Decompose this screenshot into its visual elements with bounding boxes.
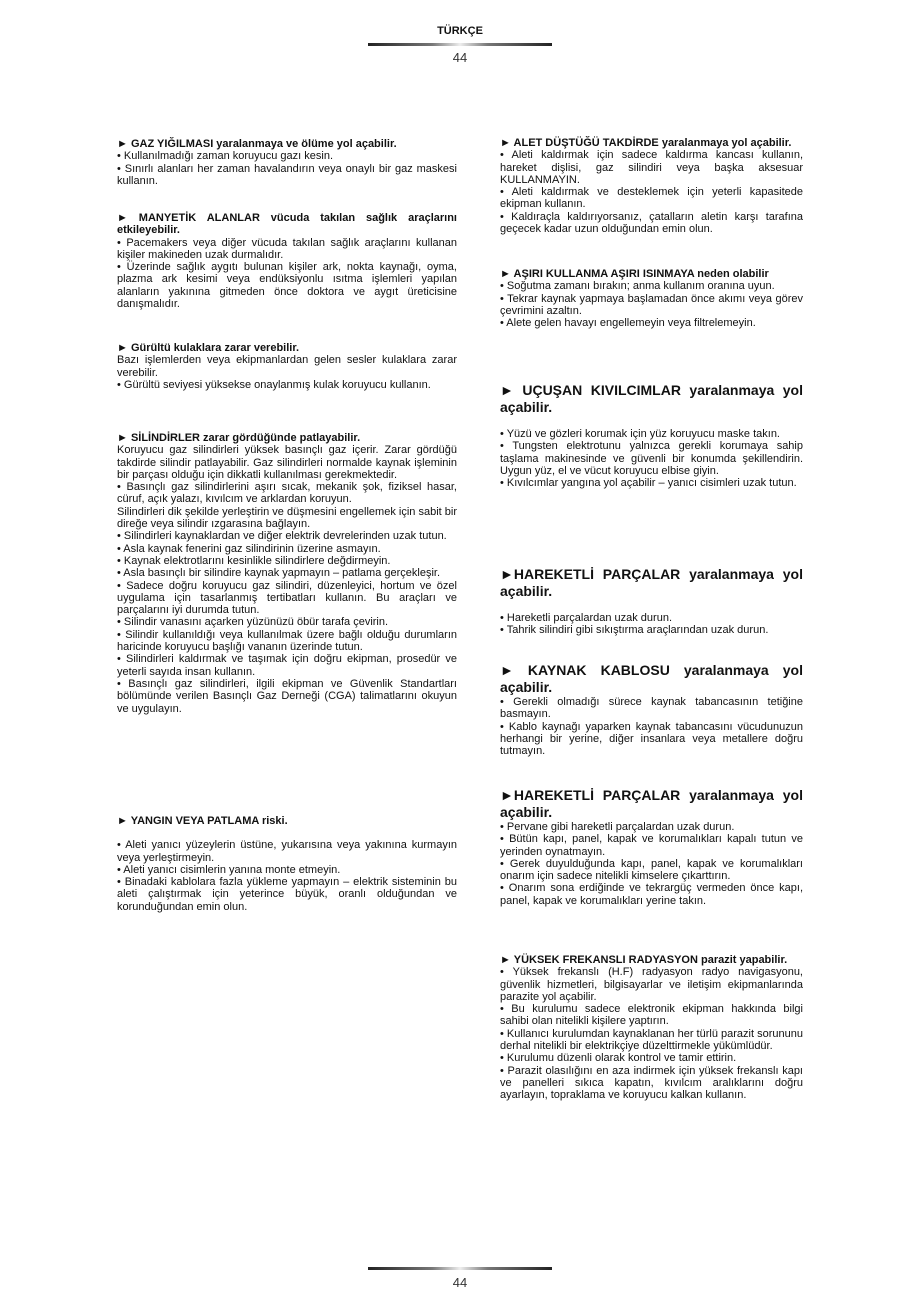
- safety-section: [500, 268, 803, 329]
- section-paragraph: • Tekrar kaynak yapmaya başlamadan önce akımı veya görev çevrimini azaltın.: [500, 292, 803, 317]
- section-paragraph: • Yüksek frekanslı (H.F) radyasyon radyo navigasyonu, güvenlik hizmetleri, bilgisayarlar ve iletişim ekipmanlarında parazite yol açabilir.: [500, 966, 803, 1003]
- section-paragraph: • Parazit olasılığını en aza indirmek için yüksek frekanslı kapı ve panelleri sıkıca kapatın, kıvılcım aralıklarını doğru ayarlayın, topraklama ve koruyucu kalkan kullanın.: [500, 1064, 803, 1102]
- section-heading: ►HAREKETLİ PARÇALAR yaralanmaya yol açabilir.: [500, 787, 803, 820]
- section-heading: ► UÇUŞAN KIVILCIMLAR yaralanmaya yol açabilir.: [500, 382, 803, 415]
- header-divider: [368, 43, 552, 46]
- section-heading: ►HAREKETLİ PARÇALAR yaralanmaya yol açabilir.: [500, 566, 803, 599]
- section-paragraph: • Kullanıcı kurulumdan kaynaklanan her türlü parazit sorununu derhal nitelikli bir elektrikçiye düzelttirmekle yükümlüdür.: [500, 1027, 803, 1053]
- section-paragraph: • Gerekli olmadığı sürece kaynak tabancasının tetiğine basmayın.: [500, 696, 803, 721]
- section-paragraph: • Aleti yanıcı yüzeylerin üstüne, yukarısına veya yakınına kurmayın veya yerleştirmeyin.: [117, 839, 457, 864]
- safety-section: [500, 566, 803, 637]
- section-paragraph: • Alete gelen havayı engellemeyin veya filtrelemeyin.: [500, 317, 756, 330]
- section-paragraph: • Kullanılmadığı zaman koruyucu gazı kesin.: [117, 150, 334, 163]
- section-heading: ► MANYETİK ALANLAR vücuda takılan sağlık araçlarını etkileyebilir.: [117, 212, 457, 237]
- safety-section: [117, 432, 457, 715]
- section-paragraph: • Silindirleri kaldırmak ve taşımak için doğru ekipman, prosedür ve yeterli sayıda insan kullanın.: [117, 653, 457, 678]
- section-paragraph: • Bütün kapı, panel, kapak ve korumalıkları kapalı tutun ve yerinden oynatmayın.: [500, 833, 803, 858]
- footer-divider: [368, 1267, 552, 1270]
- safety-section: [500, 662, 803, 757]
- section-paragraph: • Gerek duyulduğunda kapı, panel, kapak ve korumalıkları onarım için sadece nitelikli kimselere çıkarttırın.: [500, 857, 803, 883]
- section-heading: ► Gürültü kulaklara zarar verebilir.: [117, 342, 300, 354]
- section-paragraph: • Soğutma zamanı bırakın; anma kullanım oranına uyun.: [500, 280, 775, 293]
- section-paragraph: • Kablo kaynağı yaparken kaynak tabancasını vücudunuzun herhangi bir yerine, diğer insanlara veya metallere doğru tutmayın.: [500, 720, 803, 758]
- section-paragraph: • Aleti yanıcı cisimlerin yanına monte etmeyin.: [117, 863, 341, 876]
- section-heading: ► KAYNAK KABLOSU yaralanmaya yol açabilir.: [500, 662, 803, 695]
- section-heading: ► YANGIN VEYA PATLAMA riski.: [117, 815, 288, 827]
- safety-section: [117, 138, 457, 187]
- spacer: [500, 416, 803, 428]
- section-paragraph: • Gürültü seviyesi yüksekse onaylanmış kulak koruyucu kullanın.: [117, 378, 431, 391]
- section-paragraph: • Basınçlı gaz silindirleri, ilgili ekipman ve Güvenlik Standartları bölümünde verilen Basınçlı Gaz Derneği (CGA) talimatlarını okuyun ve uygulayın.: [117, 677, 457, 715]
- section-paragraph: • Basınçlı gaz silindirlerini aşırı sıcak, mekanik şok, fiziksel hasar, cüruf, açık yalazı, kıvılcım ve arklardan koruyun.: [117, 481, 457, 506]
- section-heading: ► YÜKSEK FREKANSLI RADYASYON parazit yapabilir.: [500, 954, 788, 966]
- section-paragraph: • Asla kaynak fenerini gaz silindirinin üzerine asmayın.: [117, 542, 381, 555]
- section-paragraph: • Aleti kaldırmak ve desteklemek için yeterli kapasitede ekipman kullanın.: [500, 186, 803, 211]
- section-paragraph: • Üzerinde sağlık aygıtı bulunan kişiler ark, nokta kaynağı, oyma, plazma ark kesimi veya endüksiyonlu ısıtma işlemleri yapılan alanların yakınına gitmeden önce doktora ve aygıt üreticisine danışmalıdır.: [117, 261, 457, 311]
- safety-section: [117, 212, 457, 310]
- section-paragraph: • Sadece doğru koruyucu gaz silindiri, düzenleyici, hortum ve özel uygulama için tasarlanmış tertibatları kullanın. Bu araçları ve parçalarını iyi durumda tutun.: [117, 579, 457, 617]
- safety-section: [500, 382, 803, 489]
- section-paragraph: • Bu kurulumu sadece elektronik ekipman hakkında bilgi sahibi olan nitelikli kişilere yaptırın.: [500, 1003, 803, 1028]
- safety-section: [500, 787, 803, 907]
- language-header: TÜRKÇE: [437, 25, 483, 37]
- section-paragraph: • Kaynak elektrotlarını kesinlikle silindirlere değdirmeyin.: [117, 554, 391, 567]
- section-paragraph: • Aleti kaldırmak için sadece kaldırma kancası kullanın, hareket dişlisi, gaz silindiri veya başka aksesuar KULLANMAYIN.: [500, 149, 803, 186]
- section-heading: ► SİLİNDİRLER zarar gördüğünde patlayabilir.: [117, 432, 361, 444]
- section-paragraph: • Pervane gibi hareketli parçalardan uzak durun.: [500, 821, 735, 833]
- section-heading: ► ALET DÜŞTÜĞÜ TAKDİRDE yaralanmaya yol açabilir.: [500, 137, 792, 149]
- safety-section: [117, 815, 457, 913]
- section-paragraph: Koruyucu gaz silindirleri yüksek basınçlı gaz içerir. Zarar gördüğü takdirde silindir patlayabilir. Gaz silindirleri normalde kaynak işleminin bir parçası olduğu için dikkatli kullanılması gerekmektedir.: [117, 444, 457, 481]
- section-paragraph: • Sınırlı alanları her zaman havalandırın veya onaylı bir gaz maskesi kullanın.: [117, 162, 457, 187]
- page-number-top: 44: [452, 50, 468, 65]
- section-paragraph: • Tahrik silindiri gibi sıkıştırma araçlarından uzak durun.: [500, 624, 769, 637]
- safety-section: [500, 137, 803, 235]
- section-paragraph: • Tungsten elektrotunu yalnızca gerekli korumaya sahip taşlama makinesinde ve güvenli bir konumda şekillendirin. Uygun yüz, el ve vücut koruyucu elbise giyin.: [500, 440, 803, 477]
- section-paragraph: • Yüzü ve gözleri korumak için yüz koruyucu maske takın.: [500, 428, 780, 440]
- section-paragraph: • Asla basınçlı bir silindire kaynak yapmayın – patlama gerçekleşir.: [117, 567, 441, 580]
- section-paragraph: • Kaldıraçla kaldırıyorsanız, çatalların aletin karşı tarafına geçecek kadar uzun olduğundan emin olun.: [500, 210, 803, 236]
- safety-section: [117, 342, 457, 391]
- section-paragraph: • Pacemakers veya diğer vücuda takılan sağlık araçlarını kullanan kişiler makineden uzak durmalıdır.: [117, 236, 457, 261]
- section-heading: ► AŞIRI KULLANMA AŞIRI ISINMAYA neden olabilir: [500, 268, 769, 280]
- spacer: [117, 827, 457, 839]
- section-paragraph: • Kurulumu düzenli olarak kontrol ve tamir ettirin.: [500, 1052, 737, 1065]
- safety-section: [500, 954, 803, 1102]
- section-paragraph: • Kıvılcımlar yangına yol açabilir – yanıcı cisimleri uzak tutun.: [500, 477, 797, 490]
- section-paragraph: • Onarım sona erdiğinde ve tekrargüç vermeden önce kapı, panel, kapak ve korumalıkları yerine takın.: [500, 882, 803, 907]
- section-paragraph: • Hareketli parçalardan uzak durun.: [500, 612, 672, 624]
- spacer: [500, 600, 803, 612]
- section-paragraph: Silindirleri dik şekilde yerleştirin ve düşmesini engellemek için sabit bir direğe veya silindir ızgarasına bağlayın.: [117, 505, 457, 531]
- page-number-bottom: 44: [452, 1275, 468, 1290]
- section-paragraph: • Silindirleri kaynaklardan ve diğer elektrik devrelerinden uzak tutun.: [117, 530, 447, 543]
- section-heading: ► GAZ YIĞILMASI yaralanmaya ve ölüme yol açabilir.: [117, 138, 397, 150]
- section-paragraph: • Silindir vanasını açarken yüzünüzü öbür tarafa çevirin.: [117, 616, 389, 629]
- section-paragraph: Bazı işlemlerden veya ekipmanlardan gelen sesler kulaklara zarar verebilir.: [117, 354, 457, 379]
- section-paragraph: • Binadaki kablolara fazla yükleme yapmayın – elektrik sisteminin bu aleti çalıştırmak için yeterince büyük, oranlı olduğundan ve korunduğundan emin olun.: [117, 876, 457, 913]
- section-paragraph: • Silindir kullanıldığı veya kullanılmak üzere bağlı olduğu durumların haricinde koruyucu başlığı vananın üzerinde tutun.: [117, 628, 457, 654]
